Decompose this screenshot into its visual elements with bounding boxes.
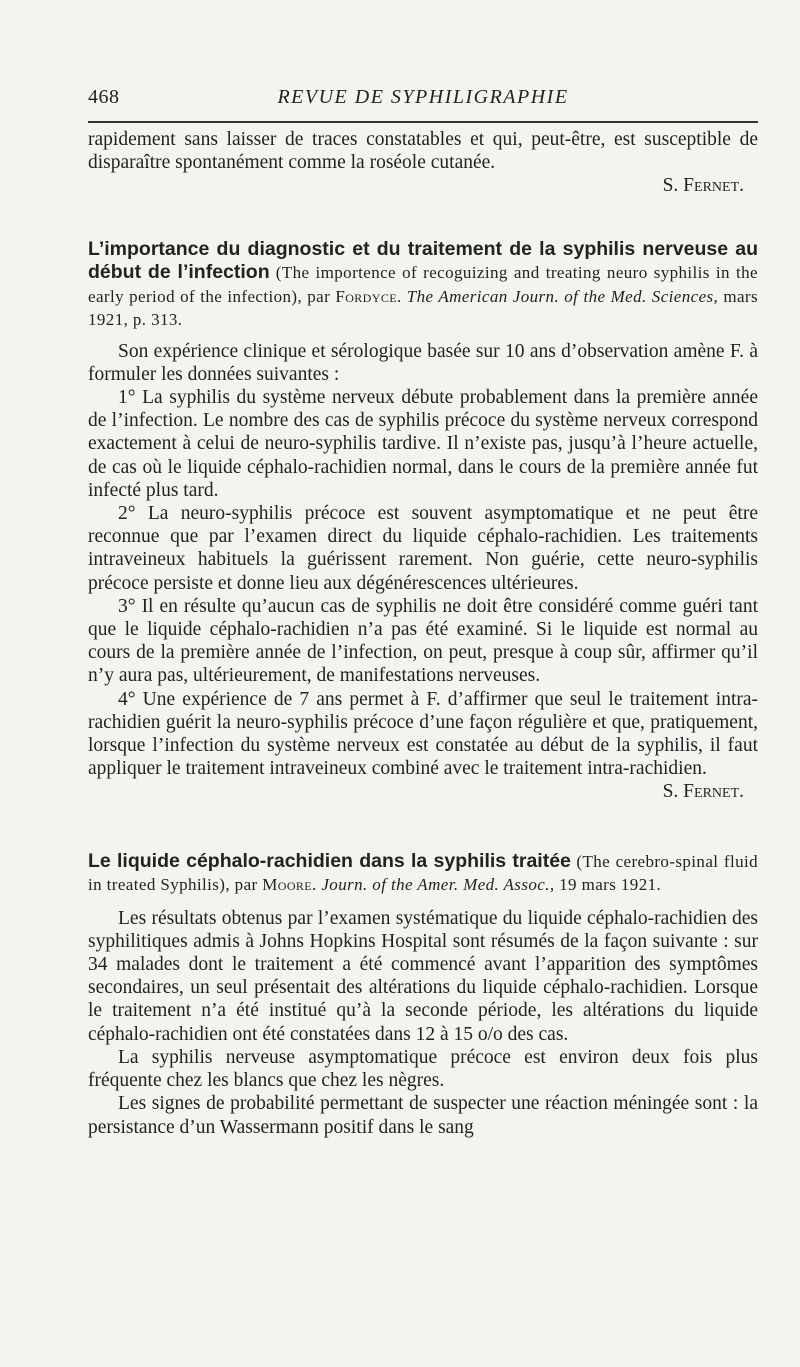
header-rule xyxy=(88,121,758,123)
article-subtitle: (The cerebro-spinal fluid in treated Syphilis), par Moore. Journ. of the Amer. Med. Assoc., 19 mars 1921. xyxy=(88,851,758,895)
paragraph: 4° Une expérience de 7 ans permet à F. d’affirmer que seul le traitement intra-rachidien guérit la neuro-syphilis précoce d’une façon régulière et que, pratiquement, lorsque l’infection du système nerveux est constatée au début de la syphilis, il faut appliquer le traitement intraveineux combiné avec le traitement intra-rachidien. xyxy=(88,688,758,780)
article-author: Fordyce xyxy=(335,286,397,306)
paragraph: Les résultats obtenus par l’examen systématique du liquide céphalo-rachidien des syphilitiques admis à Johns Hopkins Hospital sont résumés de la façon suivante : sur 34 malades dont le traitement a été commencé avant l’apparition des symptômes secondaires, un seul présentait des altérations du liquide céphalo-rachidien. Lorsque le traitement n’a été institué qu’à la seconde période, les altérations du liquide céphalo-rachidien ont été constatées dans 12 à 15 o/o des cas. xyxy=(88,907,758,1045)
signature: S. Fernet. xyxy=(662,781,744,803)
running-title: REVUE DE SYPHILIGRAPHIE xyxy=(277,86,569,108)
signature: S. Fernet. xyxy=(662,175,744,197)
paragraph: Son expérience clinique et sérologique basée sur 10 ans d’observation amène F. à formuler les données suivantes : xyxy=(88,340,758,385)
article-journal: Journ. of the Amer. Med. Assoc., xyxy=(321,875,555,895)
article-title: Le liquide céphalo-rachidien dans la syphilis traitée xyxy=(88,849,571,872)
page-header xyxy=(88,0,758,128)
paragraph: La syphilis nerveuse asymptomatique précoce est environ deux fois plus fréquente chez les blancs que chez les nègres. xyxy=(88,1046,758,1092)
article-author: Moore xyxy=(262,875,313,895)
page-number: 468 xyxy=(88,86,120,108)
article-subtitle: (The importence of recoguizing and treating neuro syphilis in the early period of the infection), par Fordyce. The American Journ. of the Med. Sciences, mars 1921, p. 313. xyxy=(88,263,758,330)
section-gap xyxy=(88,198,758,238)
section-gap xyxy=(88,804,758,850)
article-title: L’importance du diagnostic et du traitement de la syphilis nerveuse au début de l’infection xyxy=(88,237,758,284)
article-heading xyxy=(88,238,758,332)
paragraph: 2° La neuro-syphilis précoce est souvent asymptomatique et ne peut être reconnue que par l’examen direct du liquide céphalo-rachidien. Les traitements intraveineux habituels la guérissent rarement. Non guérie, cette neuro-syphilis précoce persiste et donne lieu aux dégénérescences ultérieures. xyxy=(88,503,758,594)
paragraph: Les signes de probabilité permettant de suspecter une réaction méningée sont : la persistance d’un Wassermann positif dans le sang xyxy=(88,1093,758,1138)
paragraph: 3° Il en résulte qu’aucun cas de syphilis ne doit être considéré comme guéri tant que le liquide céphalo-rachidien n’a pas été examiné. Si le liquide est normal au cours de la première année de l’infection, on peut, presque à coup sûr, affirmer qu’il n’y aura pas, ultérieurement, de manifestations nerveuses. xyxy=(88,595,758,687)
article-journal: The American Journ. of the Med. Sciences, xyxy=(406,286,719,306)
page-body xyxy=(88,128,758,1139)
paragraph: 1° La syphilis du système nerveux débute probablement dans la première année de l’infection. Le nombre des cas de syphilis précoce du système nerveux correspond exactement à celui de neuro-syphilis tardive. Il n’existe pas, jusqu’à l’heure actuelle, de cas où le liquide céphalo-rachidien normal, dans le cours de la première année fut infecté plus tard. xyxy=(88,387,758,501)
continued-paragraph: rapidement sans laisser de traces constatables et qui, peut-être, est susceptible de disparaître spontanément comme la roséole cutanée. xyxy=(88,129,758,174)
article-heading xyxy=(88,850,758,897)
